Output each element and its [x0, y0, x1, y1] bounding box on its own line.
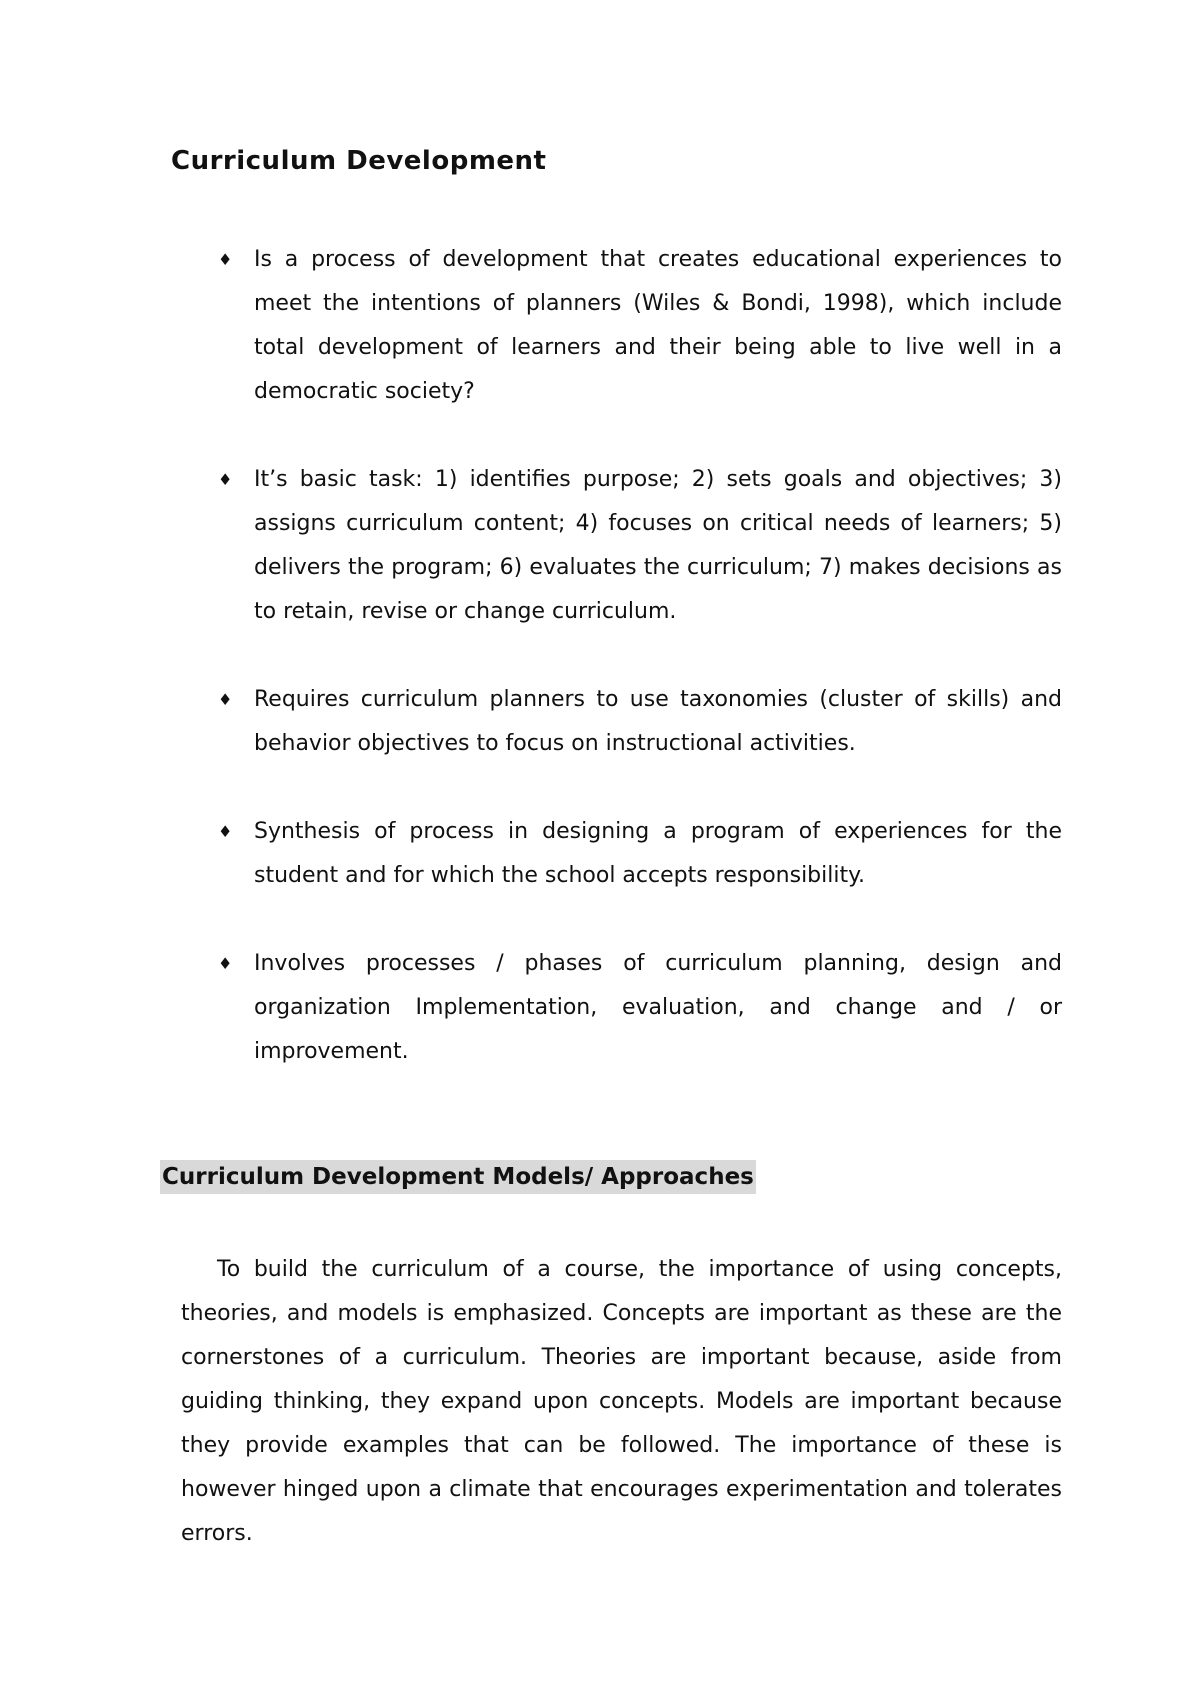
diamond-bullet-icon: ♦ [218, 954, 233, 973]
list-item [218, 238, 1062, 414]
diamond-bullet-icon: ♦ [218, 690, 233, 709]
list-item [218, 942, 1062, 1074]
diamond-bullet-icon: ♦ [218, 250, 233, 269]
diamond-bullet-icon: ♦ [218, 470, 233, 489]
section-heading: Curriculum Development Models/ Approaches [160, 1160, 756, 1194]
body-paragraph: To build the curriculum of a course, the importance of using concepts, theories, and models is emphasized. Concepts are important as these are the cornerstones of a curriculum. Theories are important because, aside from guiding thinking, they expand upon concepts. Models are important because they provide examples that can be followed. The importance of these is however hinged upon a climate that encourages experimentation and tolerates errors. [181, 1257, 1062, 1546]
list-item-text: Synthesis of process in designing a program of experiences for the student and for which the school accepts responsibility. [254, 819, 1062, 888]
list-item-text: It’s basic task: 1) identifies purpose; 2) sets goals and objectives; 3) assigns curriculum content; 4) focuses on critical needs of learners; 5) delivers the program; 6) evaluates the curriculum; 7) makes decisions as to retain, revise or change curriculum. [254, 467, 1062, 624]
list-item [218, 458, 1062, 634]
list-item [218, 810, 1062, 898]
list-item-text: Requires curriculum planners to use taxonomies (cluster of skills) and behavior objectives to focus on instructional activities. [254, 687, 1062, 756]
bullet-list [218, 238, 1062, 1118]
list-item [218, 678, 1062, 766]
list-item-text: Is a process of development that creates educational experiences to meet the intentions of planners (Wiles & Bondi, 1998), which include total development of learners and their being able to live well in a democratic society? [254, 247, 1062, 404]
page-title: Curriculum Development [171, 146, 547, 176]
list-item-text: Involves processes / phases of curriculum planning, design and organization Implementation, evaluation, and change and / or improvement. [254, 951, 1062, 1064]
diamond-bullet-icon: ♦ [218, 822, 233, 841]
